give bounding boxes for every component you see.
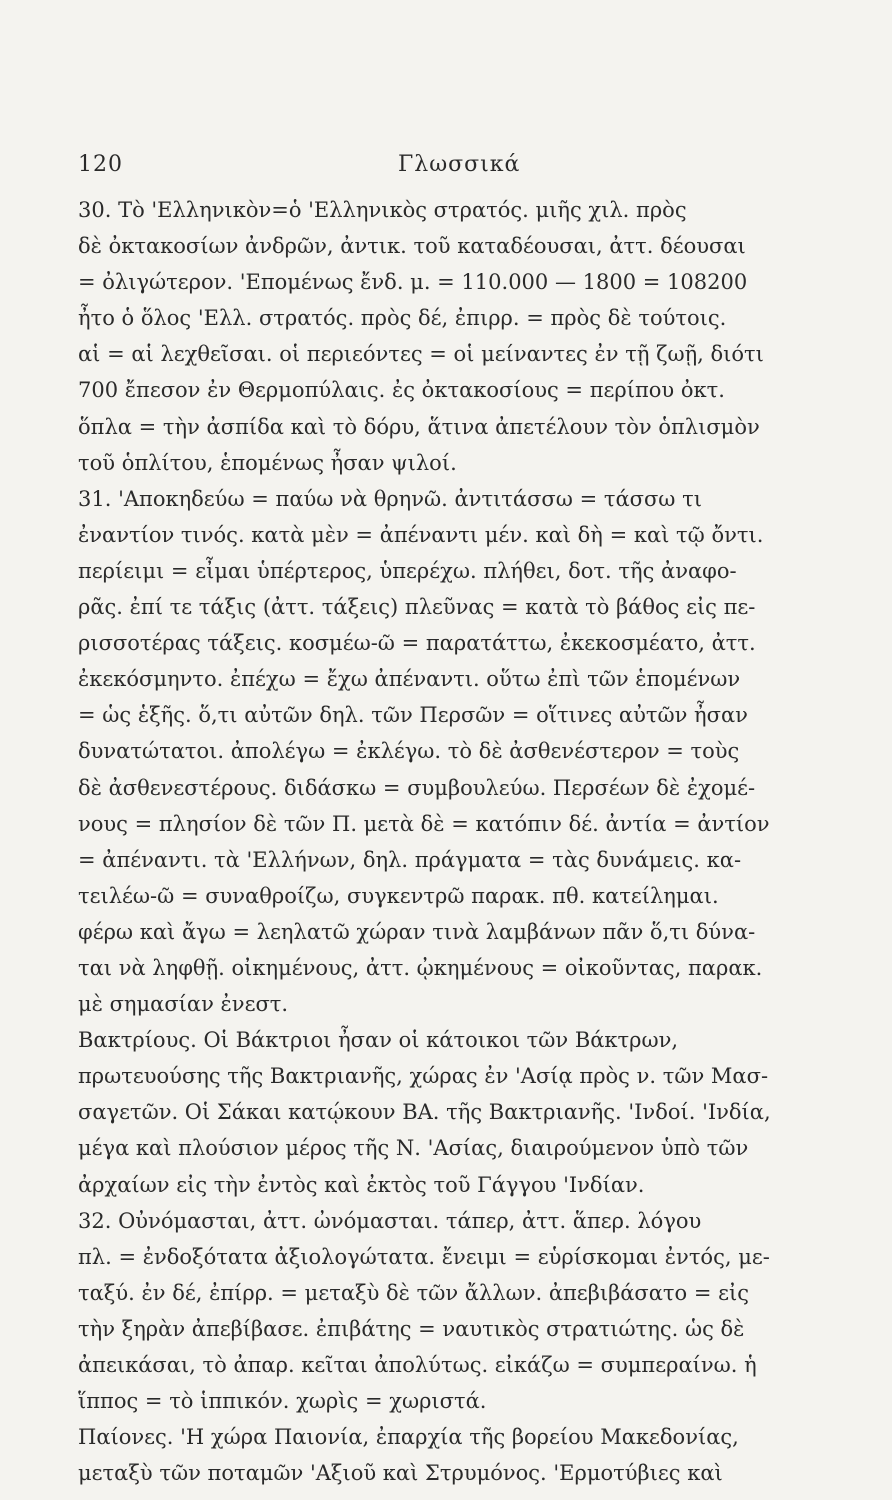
text-line: Παίονες. 'Η χώρα Παιονία, ἐπαρχία τῆς βορείου Μακεδονίας,: [78, 1425, 739, 1450]
text-line: ται νὰ ληφθῇ. οἰκημένους, ἀττ. ᾠκημένους = οἰκοῦντας, παρακ.: [78, 955, 763, 980]
text-line: τὴν ξηρὰν ἀπεβίβασε. ἐπιβάτης = ναυτικὸς στρατιώτης. ὡς δὲ: [78, 1316, 745, 1341]
text-line: τειλέω-ῶ = συναθροίζω, συγκεντρῶ παρακ. πθ. κατείλημαι.: [78, 883, 719, 908]
text-line: = ὀλιγώτερον. 'Επομένως ἔνδ. μ. = 110.000 — 1800 = 108200: [78, 270, 748, 295]
text-line: Βακτρίους. Οἱ Βάκτριοι ἦσαν οἱ κάτοικοι τῶν Βάκτρων,: [78, 1028, 679, 1053]
text-line: ἀρχαίων εἰς τὴν ἐντὸς καὶ ἐκτὸς τοῦ Γάγγου 'Ινδίαν.: [78, 1172, 645, 1197]
text-line: 30. Τὸ 'Ελληνικὸν=ὁ 'Ελληνικὸς στρατός. μιῆς χιλ. πρὸς: [78, 198, 687, 222]
book-page: [78, 152, 828, 1491]
text-line: πλ. = ἐνδοξότατα ἀξιολογώτατα. ἔνειμι = εὑρίσκομαι ἐντός, με-: [78, 1244, 770, 1269]
page-number: 120: [78, 152, 123, 177]
text-line: μὲ σημασίαν ἐνεστ.: [78, 992, 289, 1017]
text-line: ὅπλα = τὴν ἀσπίδα καὶ τὸ δόρυ, ἅτινα ἀπετέλουν τὸν ὁπλισμὸν: [78, 414, 760, 439]
running-title: Γλωσσικά: [398, 152, 521, 177]
text-line: σαγετῶν. Οἱ Σάκαι κατῴκουν ΒΑ. τῆς Βακτριανῆς. 'Ινδοί. 'Ινδία,: [78, 1100, 771, 1125]
text-line: ἀπεικάσαι, τὸ ἀπαρ. κεῖται ἀπολύτως. εἰκάζω = συμπεραίνω. ἡ: [78, 1353, 757, 1377]
page-body: [78, 192, 828, 1491]
text-line: δὲ ἀσθενεστέρους. διδάσκω = συμβουλεύω. Περσέων δὲ ἐχομέ-: [78, 775, 756, 800]
text-line: περίειμι = εἶμαι ὑπέρτερος, ὑπερέχω. πλήθει, δοτ. τῆς ἀναφο-: [78, 558, 737, 583]
text-line: τοῦ ὁπλίτου, ἑπομένως ἦσαν ψιλοί.: [78, 450, 457, 475]
text-line: αἱ = αἱ λεχθεῖσαι. οἱ περιεόντες = οἱ μείναντες ἐν τῇ ζωῇ, διότι: [78, 342, 764, 367]
text-line: ρᾶς. ἐπί τε τάξις (ἀττ. τάξεις) πλεῦνας = κατὰ τὸ βάθος εἰς πε-: [78, 595, 756, 620]
text-line: = ὡς ἑξῆς. ὅ,τι αὐτῶν δηλ. τῶν Περσῶν = οἵτινες αὐτῶν ἦσαν: [78, 703, 748, 728]
page-header: [78, 152, 828, 192]
text-line: δυνατώτατοι. ἀπολέγω = ἐκλέγω. τὸ δὲ ἀσθενέστερον = τοὺς: [78, 739, 740, 764]
text-line: 32. Οὐνόμασται, ἀττ. ὠνόμασται. τάπερ, ἀττ. ἅπερ. λόγου: [78, 1208, 702, 1233]
text-line: πρωτευούσης τῆς Βακτριανῆς, χώρας ἐν 'Ασίᾳ πρὸς ν. τῶν Μασ-: [78, 1064, 769, 1089]
text-line: ταξύ. ἐν δέ, ἐπίρρ. = μεταξὺ δὲ τῶν ἄλλων. ἀπεβιβάσατο = εἰς: [78, 1280, 749, 1305]
text-line: δὲ ὀκτακοσίων ἀνδρῶν, ἀντικ. τοῦ καταδέουσαι, ἀττ. δέουσαι: [78, 234, 746, 259]
text-line: νους = πλησίον δὲ τῶν Π. μετὰ δὲ = κατόπιν δέ. ἀντία = ἀντίον: [78, 811, 770, 836]
text-line: ἐναντίον τινός. κατὰ μὲν = ἀπέναντι μέν. καὶ δὴ = καὶ τῷ ὄντι.: [78, 522, 764, 547]
text-line: φέρω καὶ ἄγω = λεηλατῶ χώραν τινὰ λαμβάνων πᾶν ὅ,τι δύνα-: [78, 919, 756, 944]
text-line: = ἀπέναντι. τὰ 'Ελλήνων, δηλ. πράγματα = τὰς δυνάμεις. κα-: [78, 847, 742, 872]
text-line: ρισσοτέρας τάξεις. κοσμέω-ῶ = παρατάττω, ἐκεκοσμέατο, ἀττ.: [78, 631, 756, 656]
text-line: μεταξὺ τῶν ποταμῶν 'Αξιοῦ καὶ Στρυμόνος. 'Ερμοτύβιες καὶ: [78, 1461, 723, 1486]
text-line: ἐκεκόσμηντο. ἐπέχω = ἔχω ἀπέναντι. οὕτω ἐπὶ τῶν ἑπομένων: [78, 667, 741, 692]
text-line: 31. 'Αποκηδεύω = παύω νὰ θρηνῶ. ἀντιτάσσω = τάσσω τι: [78, 486, 702, 511]
text-line: ἵππος = τὸ ἱππικόν. χωρὶς = χωριστά.: [78, 1389, 487, 1414]
text-line: 700 ἔπεσον ἐν Θερμοπύλαις. ἐς ὀκτακοσίους = περίπου ὀκτ.: [78, 378, 725, 403]
text-line: μέγα καὶ πλούσιον μέρος τῆς Ν. 'Ασίας, διαιρούμενον ὑπὸ τῶν: [78, 1136, 749, 1161]
text-line: ἦτο ὁ ὅλος 'Ελλ. στρατός. πρὸς δέ, ἐπιρρ. = πρὸς δὲ τούτοις.: [78, 306, 727, 331]
